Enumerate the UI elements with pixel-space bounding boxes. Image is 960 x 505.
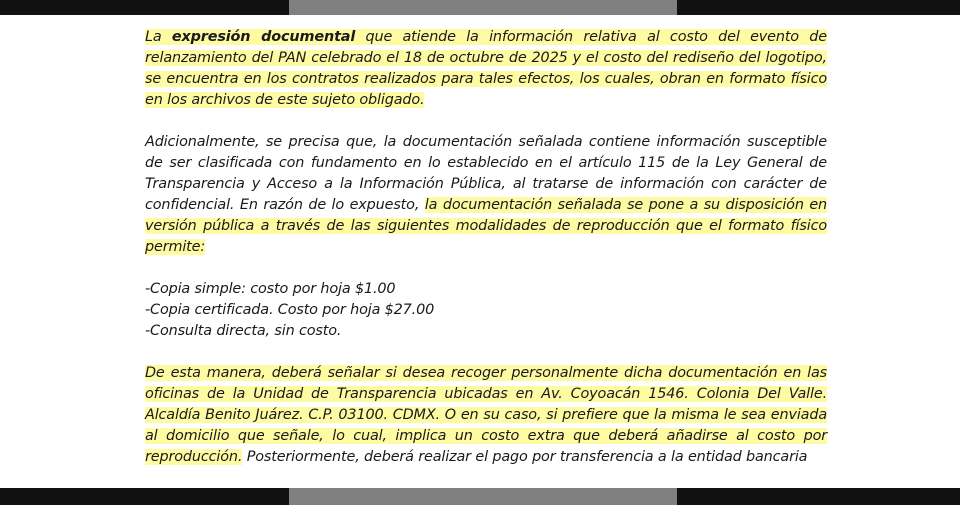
document-body: [145, 27, 827, 488]
paragraph-2: [145, 132, 827, 258]
paragraph-3: [145, 363, 827, 468]
list-item: -Copia simple: costo por hoja $1.00: [145, 281, 396, 297]
paragraph-1: [145, 27, 827, 111]
list-item: -Copia certificada. Costo por hoja $27.00: [145, 302, 435, 318]
top-gray-bar: [289, 0, 677, 15]
paragraph-2-highlight: la documentación señalada se pone a su disposición en versión pública a través de las siguientes modalidades de reproducción que el formato físico permite:: [145, 197, 828, 255]
paragraph-1-highlight: La expresión documental que atiende la información relativa al costo del evento de relanzamiento del PAN celebrado el 18 de octubre de 2025 y el costo del rediseño del logotipo, se encuentra en los contratos realizados para tales efectos, los cuales, obran en formato físico en los archivos de este sujeto obligado.: [145, 29, 827, 108]
list-item: -Consulta directa, sin costo.: [145, 323, 342, 339]
paragraph-3-highlight: De esta manera, deberá señalar si desea recoger personalmente dicha documentación en las oficinas de la Unidad de Transparencia ubicadas en Av. Coyoacán 1546. Colonia Del Valle. Alcaldía Benito Juárez. C.P. 03100. CDMX. O en su caso, si prefiere que la misma le sea enviada al domicilio que señale, lo cual, implica un costo extra que deberá añadirse al costo por reproducción.: [145, 365, 827, 465]
bold-phrase: expresión documental: [171, 29, 356, 45]
document-page: [0, 15, 960, 488]
modalities-list: [145, 279, 827, 342]
bottom-gray-bar: [289, 488, 677, 505]
paragraph-3-plain: Posteriormente, deberá realizar el pago por transferencia a la entidad bancaria: [242, 449, 808, 465]
paragraph-2-plain: Adicionalmente, se precisa que, la documentación señalada contiene información susceptible de ser clasificada con fundamento en lo establecido en el artículo 115 de la Ley General de Transparencia y Acceso a la Información Pública, al tratarse de información con carácter de confidencial. En razón de lo expuesto,: [145, 134, 827, 213]
